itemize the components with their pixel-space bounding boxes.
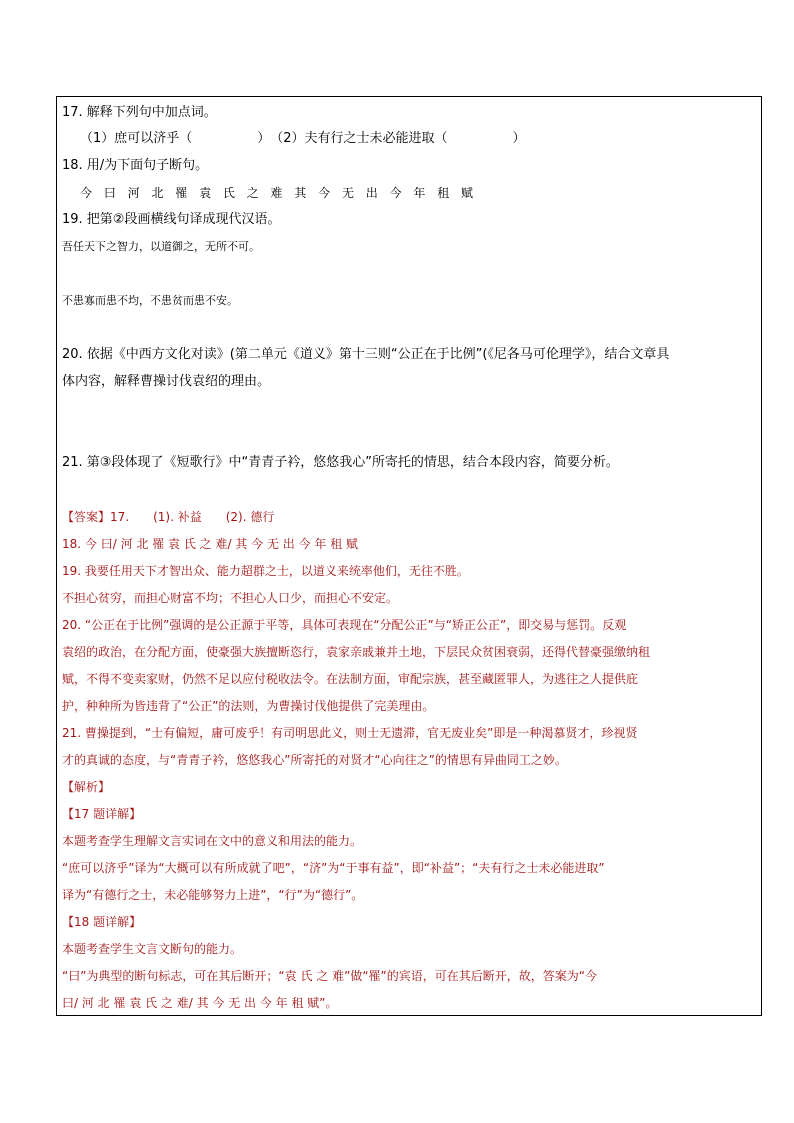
detail-18-tag: 【18 题详解】 — [62, 915, 142, 929]
document-frame — [56, 96, 762, 1016]
answer-20-line4: 护，种种所为皆违背了“公正”的法则，为曹操讨伐他提供了完美理由。 — [62, 699, 435, 713]
answer-18: 18. 今 曰/ 河 北 罹 袁 氏 之 难/ 其 今 无 出 今 年 租 赋 — [62, 537, 359, 551]
answer-19-line2: 不担心贫穷，而担心财富不均；不担心人口少，而担心不安定。 — [62, 591, 399, 605]
detail-17-line3: 译为“有德行之士，未必能够努力上进”，“行”为“德行”。 — [62, 888, 364, 902]
answer-21-line2: 才的真诚的态度，与“青青子衿，悠悠我心”所寄托的对贤才“心向往之”的情思有异曲同工之妙。 — [62, 753, 567, 767]
analysis-tag: 【解析】 — [62, 780, 111, 794]
detail-17-line2: “庶可以济乎”译为“大概可以有所成就了吧”，“济”为“于事有益”，即“补益”；“夫有行之士未必能进取” — [62, 861, 605, 875]
q17-stem: 17. 解释下列句中加点词。 — [62, 105, 217, 120]
answer-20-line3: 赋，不得不变卖家财，仍然不足以应付税收法令。在法制方面，审配宗族，甚至藏匿罪人，为逃往之人提供庇 — [62, 672, 639, 686]
answer-20-line1: 20. “公正在于比例”强调的是公正源于平等，具体可表现在“分配公正”与“矫正公正”，即交易与惩罚。反观 — [62, 618, 627, 632]
q19-line2: 不患寡而患不均，不患贫而患不安。 — [62, 294, 238, 307]
detail-18-line1: 本题考查学生文言文断句的能力。 — [62, 942, 243, 956]
q20-line2: 体内容，解释曹操讨伐袁绍的理由。 — [62, 374, 271, 389]
detail-18-line2: “曰”为典型的断句标志，可在其后断开；“袁 氏 之 难”做“罹”的宾语，可在其后断开，故，答案为“今 — [62, 969, 597, 983]
q21-stem: 21. 第③段体现了《短歌行》中“青青子衿，悠悠我心”所寄托的情思，结合本段内容，简要分析。 — [62, 455, 619, 470]
answer-21-line1: 21. 曹操提到，“士有偏短，庸可废乎！有司明思此义，则士无遗滞，官无废业矣”即是一种渴慕贤才，珍视贤 — [62, 726, 638, 740]
q18-text: 今 曰 河 北 罹 袁 氏 之 难 其 今 无 出 今 年 租 赋 — [80, 186, 478, 200]
answer-17: 【答案】17. (1). 补益 (2). 德行 — [62, 510, 275, 524]
q18-stem: 18. 用/为下面句子断句。 — [62, 158, 209, 173]
answer-19-line1: 19. 我要任用天下才智出众、能力超群之士，以道义来统率他们，无往不胜。 — [62, 564, 469, 578]
detail-17-line1: 本题考查学生理解文言实词在文中的意义和用法的能力。 — [62, 834, 363, 848]
q20-line1: 20. 依据《中西方文化对读》(第二单元《道义》第十三则“公正在于比例”(《尼各马可伦理学》，结合文章具 — [62, 347, 670, 362]
detail-18-line3: 曰/ 河 北 罹 袁 氏 之 难/ 其 今 无 出 今 年 租 赋”。 — [62, 996, 338, 1010]
q19-stem: 19. 把第②段画横线句译成现代汉语。 — [62, 212, 281, 227]
q17-items: （1）庶可以济乎（ ） （2）夫有行之士未必能进取（ ） — [80, 131, 526, 146]
detail-17-tag: 【17 题详解】 — [62, 807, 142, 821]
q19-line1: 吾任天下之智力，以道御之，无所不可。 — [62, 240, 260, 253]
answer-20-line2: 袁绍的政治，在分配方面，使豪强大族擅断恣行，袁家亲戚兼并土地，下层民众贫困衰弱，还得代替豪强缴纳租 — [62, 645, 651, 659]
